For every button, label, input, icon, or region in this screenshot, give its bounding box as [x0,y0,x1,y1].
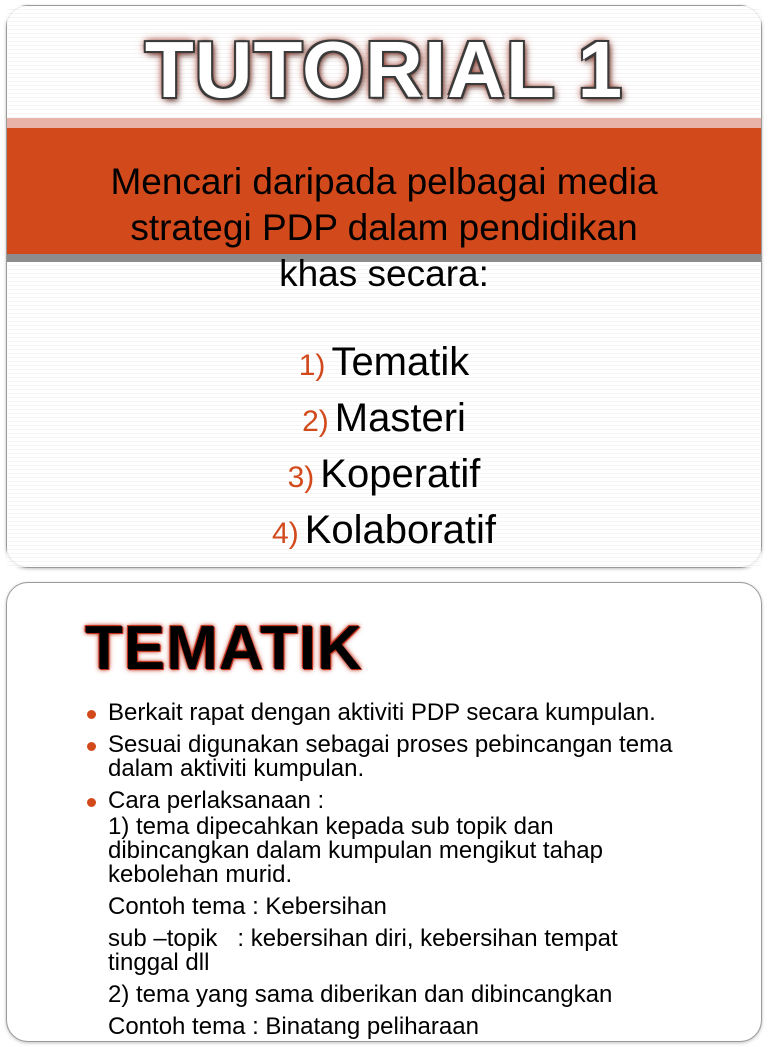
slide-title: TEMATIK [85,614,363,683]
intro-line: khas secara: [279,253,489,294]
sub-line: Contoh tema : Kebersihan [108,893,387,920]
bullet-dot-icon [87,710,96,719]
pink-strip [7,118,761,128]
list-label: Tematik [331,340,470,384]
bullet-item [85,733,731,781]
list-number: 1) [298,349,326,382]
intro-line: Mencari daripada pelbagai media [110,161,658,202]
strategy-list [7,336,761,560]
bullet-item [85,701,731,725]
list-item [7,448,761,504]
slide-tutorial-1 [6,5,762,568]
sub-line: 1) tema dipecahkan kepada sub topik dan dibincangkan dalam kumpulan mengikut tahap kebolehan murid. [108,813,603,888]
bullet-list [85,701,731,821]
bullet-item [85,789,731,813]
list-item [7,504,761,560]
slide-title: TUTORIAL 1 [144,25,624,114]
bullet-dot-icon [87,798,96,807]
list-label: Kolaboratif [304,508,496,552]
bullet-dot-icon [87,742,96,751]
intro-line: strategi PDP dalam pendidikan [130,207,638,248]
sub-line: sub –topik : kebersihan diri, kebersihan tempat tinggal dll [108,925,618,976]
sub-line: 2) tema yang sama diberikan dan dibincangkan [108,981,613,1008]
intro-text [7,159,761,297]
bullet-text: Berkait rapat dengan aktiviti PDP secara kumpulan. [108,699,656,726]
list-number: 3) [287,461,315,494]
sub-line: Contoh tema : Binatang peliharaan [108,1013,479,1040]
sub-content [108,815,731,1047]
list-label: Koperatif [320,452,481,496]
list-item [7,336,761,392]
list-number: 2) [302,405,329,438]
list-item [7,392,761,448]
list-number: 4) [272,517,299,550]
list-label: Masteri [334,396,466,440]
slide-tematik [6,582,762,1042]
bullet-text: Sesuai digunakan sebagai proses pebincangan tema dalam aktiviti kumpulan. [108,731,673,782]
bullet-text: Cara perlaksanaan : [108,787,325,814]
